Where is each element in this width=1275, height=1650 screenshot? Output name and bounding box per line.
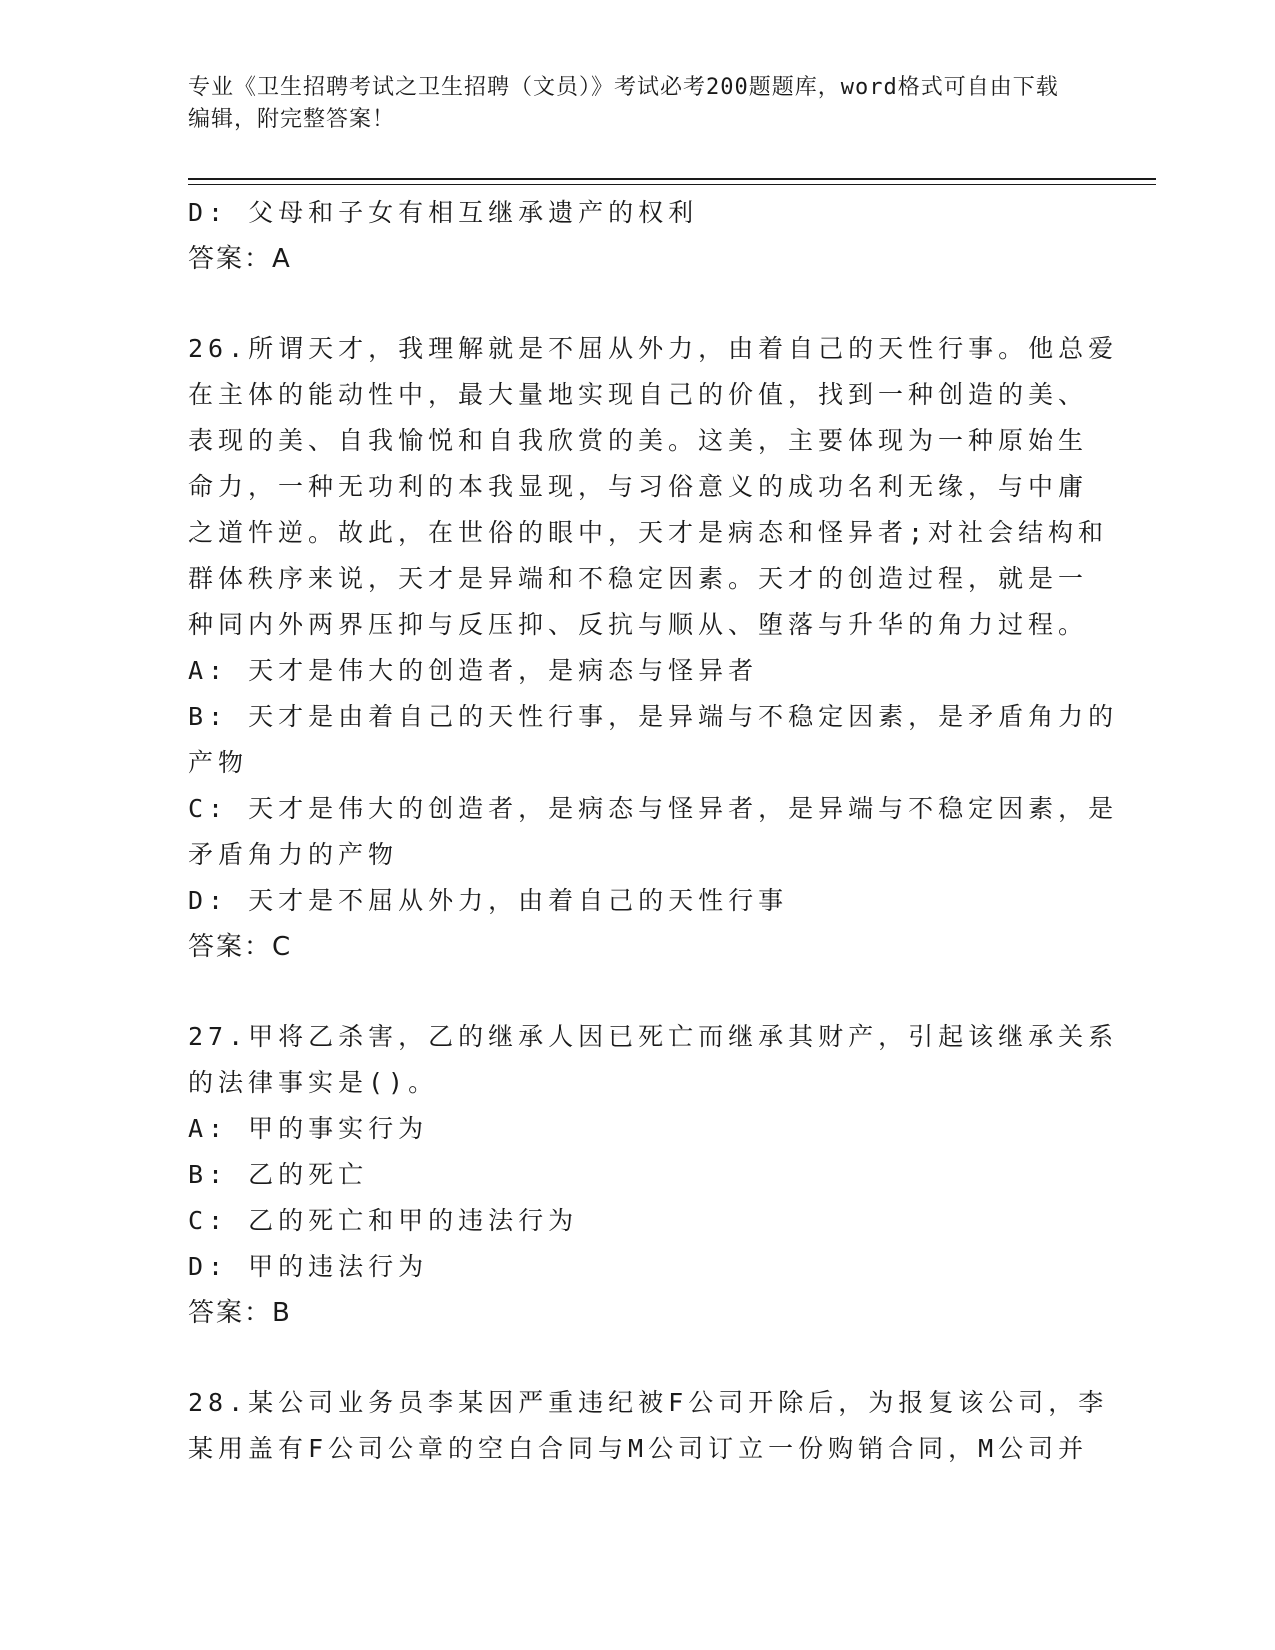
question-line: 26.所谓天才，我理解就是不屈从外力，由着自己的天性行事。他总爱 — [188, 334, 1119, 363]
question-line: 某用盖有F公司公章的空白合同与M公司订立一份购销合同，M公司并 — [188, 1434, 1089, 1463]
header-divider-thick — [188, 178, 1156, 180]
question-line: 表现的美、自我愉悦和自我欣赏的美。这美，主要体现为一种原始生 — [188, 426, 1089, 455]
question-block — [188, 1014, 1119, 1336]
question-line: 在主体的能动性中，最大量地实现自己的价值，找到一种创造的美、 — [188, 380, 1089, 409]
question-content — [188, 190, 1119, 1472]
question-line: D: 天才是不屈从外力，由着自己的天性行事 — [188, 886, 789, 915]
document-header: 专业《卫生招聘考试之卫生招聘（文员）》考试必考200题题库，word格式可自由下载编辑，附完整答案！ — [188, 75, 1059, 132]
question-line: D: 父母和子女有相互继承遗产的权利 — [188, 198, 699, 227]
block-spacer — [188, 970, 1088, 1014]
answer-line: 答案：C — [188, 932, 293, 962]
question-line: C: 天才是伟大的创造者，是病态与怪异者，是异端与不稳定因素，是 — [188, 794, 1119, 823]
question-block — [188, 326, 1119, 970]
question-block — [188, 190, 1088, 282]
header-divider-thin — [188, 184, 1156, 185]
question-line: 之道忤逆。故此，在世俗的眼中，天才是病态和怪异者;对社会结构和 — [188, 518, 1109, 547]
question-line: 的法律事实是()。 — [188, 1068, 439, 1097]
question-line: C: 乙的死亡和甲的违法行为 — [188, 1206, 579, 1235]
question-line: A: 天才是伟大的创造者，是病态与怪异者 — [188, 656, 759, 685]
question-line: 产物 — [188, 748, 249, 777]
question-block — [188, 1380, 1109, 1472]
question-line: D: 甲的违法行为 — [188, 1252, 429, 1281]
question-line: 28.某公司业务员李某因严重违纪被F公司开除后，为报复该公司，李 — [188, 1388, 1109, 1417]
question-line: 群体秩序来说，天才是异端和不稳定因素。天才的创造过程，就是一 — [188, 564, 1089, 593]
question-line: 命力，一种无功利的本我显现，与习俗意义的成功名利无缘，与中庸 — [188, 472, 1089, 501]
answer-line: 答案：B — [188, 1298, 292, 1328]
block-spacer — [188, 1336, 1088, 1380]
question-line: A: 甲的事实行为 — [188, 1114, 429, 1143]
question-line: B: 乙的死亡 — [188, 1160, 369, 1189]
question-line: 27.甲将乙杀害，乙的继承人因已死亡而继承其财产，引起该继承关系 — [188, 1022, 1119, 1051]
answer-line: 答案：A — [188, 244, 292, 274]
question-line: 种同内外两界压抑与反压抑、反抗与顺从、堕落与升华的角力过程。 — [188, 610, 1089, 639]
block-spacer — [188, 282, 1088, 326]
question-line: 矛盾角力的产物 — [188, 840, 399, 869]
question-line: B: 天才是由着自己的天性行事，是异端与不稳定因素，是矛盾角力的 — [188, 702, 1119, 731]
